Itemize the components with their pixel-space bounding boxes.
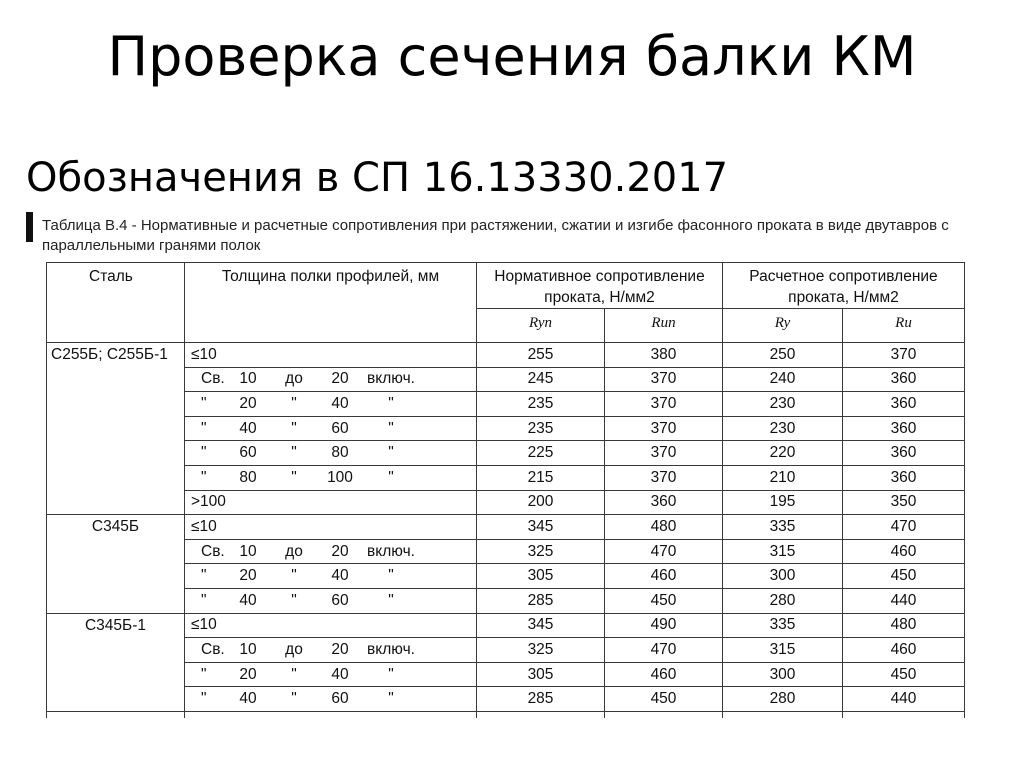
thickness-part: " <box>291 419 297 437</box>
thickness-part: " <box>291 567 297 585</box>
thickness-part: " <box>201 690 207 708</box>
thickness-part: Св. <box>201 640 225 658</box>
resistance-value-cell: 350 <box>843 490 965 515</box>
thickness-part: 10 <box>239 542 257 560</box>
thickness-part: 40 <box>239 591 257 609</box>
thickness-part: " <box>201 394 207 412</box>
table-row <box>47 613 965 638</box>
thickness-part: " <box>291 468 297 486</box>
thickness-part: " <box>291 394 297 412</box>
resistance-value-cell: 315 <box>723 638 843 663</box>
thickness-part: " <box>201 591 207 609</box>
thickness-part: 100 <box>327 468 353 486</box>
thickness-part: 40 <box>331 394 349 412</box>
header-symbol-ryn: Ryn <box>477 309 605 343</box>
resistance-value-cell: 305 <box>477 564 605 589</box>
resistance-value-cell: 450 <box>843 564 965 589</box>
resistance-value-cell: 245 <box>477 367 605 392</box>
resistance-value-cell: 360 <box>843 367 965 392</box>
table-caption: Таблица В.4 - Нормативные и расчетные сопротивления при растяжении, сжатии и изгибе фасонного проката в виде двутавров с параллельными гранями полок <box>42 217 949 254</box>
resistance-value-cell: 450 <box>605 588 723 613</box>
resistance-value-cell: 460 <box>843 638 965 663</box>
thickness-part: " <box>291 665 297 683</box>
resistance-value-cell: 450 <box>843 662 965 687</box>
table-body <box>47 343 965 718</box>
resistance-value-cell: 370 <box>605 416 723 441</box>
table-row <box>47 392 965 417</box>
thickness-part: " <box>201 665 207 683</box>
thickness-part: " <box>291 444 297 462</box>
resistance-value-cell: 360 <box>843 416 965 441</box>
thickness-range-text: ≤10 <box>191 616 217 634</box>
resistance-value-cell: 380 <box>605 343 723 368</box>
resistance-value-cell: 285 <box>477 588 605 613</box>
thickness-part: включ. <box>367 542 415 560</box>
resistance-value-cell: 235 <box>477 392 605 417</box>
continuation-cell <box>477 711 605 718</box>
thickness-part: Св. <box>201 370 225 388</box>
resistance-value-cell: 335 <box>723 515 843 540</box>
thickness-range-text: ≤10 <box>191 517 217 535</box>
slide-subtitle: Обозначения в СП 16.13330.2017 <box>26 155 729 201</box>
resistance-value-cell: 255 <box>477 343 605 368</box>
thickness-part: 20 <box>331 542 349 560</box>
thickness-part: 10 <box>239 370 257 388</box>
thickness-part: 40 <box>239 419 257 437</box>
thickness-part: " <box>388 567 394 585</box>
continuation-cell <box>47 711 185 718</box>
resistance-value-cell: 225 <box>477 441 605 466</box>
thickness-part: 20 <box>331 640 349 658</box>
resistance-value-cell: 460 <box>843 539 965 564</box>
table-row <box>47 465 965 490</box>
thickness-cell <box>185 638 477 663</box>
resistance-value-cell: 490 <box>605 613 723 638</box>
table-row <box>47 662 965 687</box>
continuation-cell <box>723 711 843 718</box>
header-normative: Нормативное сопротивление проката, Н/мм2 <box>477 263 723 309</box>
resistance-value-cell: 210 <box>723 465 843 490</box>
thickness-part: до <box>285 370 303 388</box>
thickness-cell <box>185 662 477 687</box>
resistance-value-cell: 480 <box>843 613 965 638</box>
resistance-value-cell: 360 <box>843 441 965 466</box>
thickness-part: 60 <box>331 591 349 609</box>
thickness-cell <box>185 343 477 368</box>
thickness-part: " <box>201 567 207 585</box>
thickness-part: " <box>201 419 207 437</box>
resistance-value-cell: 360 <box>843 392 965 417</box>
resistance-value-cell: 370 <box>605 441 723 466</box>
header-row <box>47 263 965 309</box>
resistance-value-cell: 300 <box>723 564 843 589</box>
thickness-cell <box>185 490 477 515</box>
thickness-part: " <box>388 444 394 462</box>
table-row <box>47 441 965 466</box>
header-thickness: Толщина полки профилей, мм <box>185 263 477 343</box>
resistance-value-cell: 470 <box>605 638 723 663</box>
thickness-part: 20 <box>239 665 257 683</box>
thickness-part: 20 <box>331 370 349 388</box>
steel-grade-cell: С345Б <box>47 515 185 613</box>
thickness-part: 40 <box>331 567 349 585</box>
thickness-part: 40 <box>331 665 349 683</box>
thickness-part: " <box>388 591 394 609</box>
thickness-part: 10 <box>239 640 257 658</box>
thickness-part: 80 <box>331 444 349 462</box>
resistance-value-cell: 200 <box>477 490 605 515</box>
thickness-part: " <box>201 444 207 462</box>
thickness-part: до <box>285 542 303 560</box>
resistance-value-cell: 305 <box>477 662 605 687</box>
header-symbol-ry: Ry <box>723 309 843 343</box>
thickness-part: до <box>285 640 303 658</box>
thickness-part: Св. <box>201 542 225 560</box>
table-row <box>47 564 965 589</box>
resistance-value-cell: 325 <box>477 539 605 564</box>
resistance-value-cell: 370 <box>605 367 723 392</box>
thickness-part: " <box>291 690 297 708</box>
resistance-value-cell: 280 <box>723 588 843 613</box>
thickness-cell <box>185 392 477 417</box>
thickness-part: включ. <box>367 640 415 658</box>
thickness-range-text: ≤10 <box>191 345 217 363</box>
resistance-value-cell: 360 <box>843 465 965 490</box>
scan-edge-mark <box>26 212 33 242</box>
thickness-part: " <box>291 591 297 609</box>
thickness-part: 60 <box>239 444 257 462</box>
resistance-value-cell: 370 <box>843 343 965 368</box>
table-row <box>47 343 965 368</box>
resistance-value-cell: 215 <box>477 465 605 490</box>
resistance-value-cell: 440 <box>843 588 965 613</box>
resistance-value-cell: 440 <box>843 687 965 712</box>
resistance-value-cell: 370 <box>605 392 723 417</box>
resistance-value-cell: 370 <box>605 465 723 490</box>
resistance-value-cell: 300 <box>723 662 843 687</box>
resistance-value-cell: 470 <box>843 515 965 540</box>
table-row <box>47 515 965 540</box>
resistance-value-cell: 360 <box>605 490 723 515</box>
continuation-cell <box>185 711 477 718</box>
thickness-part: 40 <box>239 690 257 708</box>
resistance-value-cell: 315 <box>723 539 843 564</box>
thickness-cell <box>185 539 477 564</box>
resistance-value-cell: 240 <box>723 367 843 392</box>
resistance-table <box>46 262 965 718</box>
thickness-part: " <box>201 468 207 486</box>
thickness-range-text: >100 <box>191 493 226 511</box>
thickness-cell <box>185 465 477 490</box>
resistance-value-cell: 195 <box>723 490 843 515</box>
resistance-value-cell: 250 <box>723 343 843 368</box>
resistance-value-cell: 450 <box>605 687 723 712</box>
continuation-cell <box>843 711 965 718</box>
thickness-cell <box>185 367 477 392</box>
thickness-part: 60 <box>331 690 349 708</box>
steel-grade-cell: С345Б-1 <box>47 613 185 711</box>
table-row <box>47 490 965 515</box>
resistance-value-cell: 235 <box>477 416 605 441</box>
header-design: Расчетное сопротивление проката, Н/мм2 <box>723 263 965 309</box>
thickness-cell <box>185 613 477 638</box>
table-continuation-row <box>47 711 965 718</box>
resistance-value-cell: 280 <box>723 687 843 712</box>
resistance-value-cell: 335 <box>723 613 843 638</box>
thickness-part: включ. <box>367 370 415 388</box>
thickness-part: " <box>388 419 394 437</box>
thickness-part: 60 <box>331 419 349 437</box>
resistance-value-cell: 345 <box>477 613 605 638</box>
table-row <box>47 539 965 564</box>
header-symbol-run: Run <box>605 309 723 343</box>
slide-title: Проверка сечения балки КМ <box>107 25 917 88</box>
thickness-cell <box>185 687 477 712</box>
thickness-cell <box>185 441 477 466</box>
thickness-part: " <box>388 665 394 683</box>
thickness-part: " <box>388 394 394 412</box>
resistance-value-cell: 470 <box>605 539 723 564</box>
resistance-value-cell: 230 <box>723 392 843 417</box>
thickness-cell <box>185 588 477 613</box>
header-symbol-ru: Ru <box>843 309 965 343</box>
resistance-value-cell: 460 <box>605 564 723 589</box>
resistance-value-cell: 480 <box>605 515 723 540</box>
steel-grade-cell: С255Б; С255Б-1 <box>47 343 185 515</box>
resistance-value-cell: 460 <box>605 662 723 687</box>
resistance-value-cell: 220 <box>723 441 843 466</box>
thickness-part: " <box>388 690 394 708</box>
thickness-cell <box>185 515 477 540</box>
resistance-value-cell: 325 <box>477 638 605 663</box>
resistance-value-cell: 345 <box>477 515 605 540</box>
scanned-table-image <box>26 208 1006 738</box>
header-steel: Сталь <box>47 263 185 343</box>
thickness-part: 20 <box>239 394 257 412</box>
resistance-value-cell: 230 <box>723 416 843 441</box>
thickness-part: " <box>388 468 394 486</box>
thickness-cell <box>185 416 477 441</box>
thickness-cell <box>185 564 477 589</box>
table-row <box>47 687 965 712</box>
table-row <box>47 588 965 613</box>
table-row <box>47 367 965 392</box>
thickness-part: 20 <box>239 567 257 585</box>
continuation-cell <box>605 711 723 718</box>
table-row <box>47 638 965 663</box>
thickness-part: 80 <box>239 468 257 486</box>
table-row <box>47 416 965 441</box>
resistance-value-cell: 285 <box>477 687 605 712</box>
